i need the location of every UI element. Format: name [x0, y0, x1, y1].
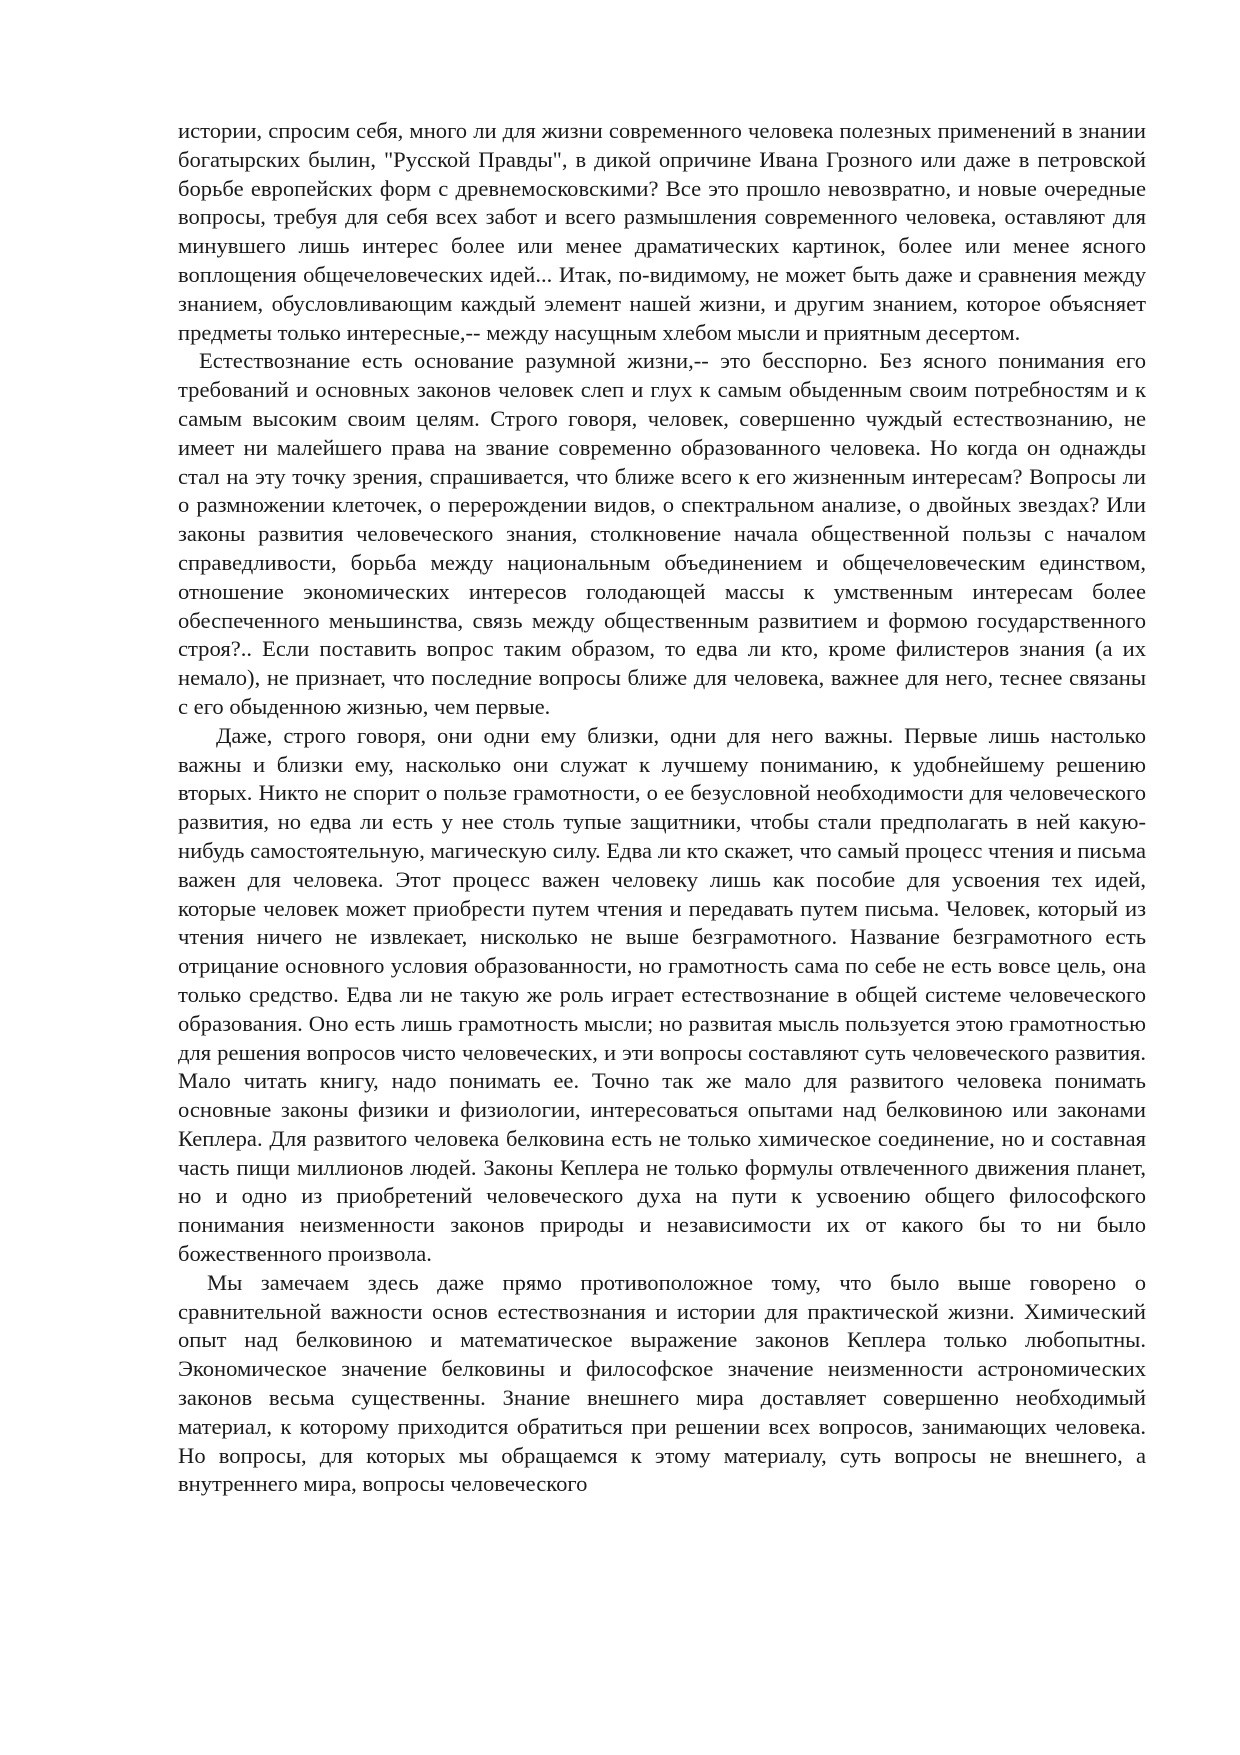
paragraph-2: Естествознание есть основание разумной жизни,-- это бесспорно. Без ясного понимания его требований и основных законов человек слеп и глух к самым обыденным своим потребностям и к самым высоким своим целям. Строго говоря, человек, совершенно чуждый естествознанию, не имеет ни малейшего права на звание современно образованного человека. Но когда он однажды стал на эту точку зрения, спрашивается, что ближе всего к его жизненным интересам? Вопросы ли о размножении клеточек, о перерождении видов, о спектральном анализе, о двойных звездах? Или законы развития человеческого знания, столкновение начала общественной пользы с началом справедливости, борьба между национальным объединением и общечеловеческим единством, отношение экономических интересов голодающей массы к умственным интересам более обеспеченного меньшинства, связь между общественным развитием и формою государственного строя?.. Если поставить вопрос таким образом, то едва ли кто, кроме филистеров знания (а их немало), не признает, что последние вопросы ближе для человека, важнее для него, теснее связаны с его обыденною жизнью, чем первые.: [178, 348, 1146, 719]
paragraph-3: Даже, строго говоря, они одни ему близки, одни для него важны. Первые лишь настолько важны и близки ему, насколько они служат к лучшему пониманию, к удобнейшему решению вторых. Никто не спорит о пользе грамотности, о ее безусловной необходимости для человеческого развития, но едва ли есть у нее столь тупые защитники, чтобы стали предполагать в ней какую-нибудь самостоятельную, магическую силу. Едва ли кто скажет, что самый процесс чтения и письма важен для человека. Этот процесс важен человеку лишь как пособие для усвоения тех идей, которые человек может приобрести путем чтения и передавать путем письма. Человек, который из чтения ничего не извлекает, нисколько не выше безграмотного. Название безграмотного есть отрицание основного условия образованности, но грамотность сама по себе не есть вовсе цель, она только средство. Едва ли не такую же роль играет естествознание в общей системе человеческого образования. Оно есть лишь грамотность мысли; но развитая мысль пользуется этою грамотностью для решения вопросов чисто человеческих, и эти вопросы составляют суть человеческого развития. Мало читать книгу, надо понимать ее. Точно так же мало для развитого человека понимать основные законы физики и физиологии, интересоваться опытами над белковиною или законами Кеплера. Для развитого человека белковина есть не только химическое соединение, но и составная часть пищи миллионов людей. Законы Кеплера не только формулы отвлеченного движения планет, но и одно из приобретений человеческого духа на пути к усвоению общего философского понимания неизменности законов природы и независимости их от какого бы то ни было божественного произвола.: [178, 722, 1146, 1267]
body-text: [178, 117, 1146, 1499]
paragraph-4: Мы замечаем здесь даже прямо противоположное тому, что было выше говорено о сравнительной важности основ естествознания и истории для практической жизни. Химический опыт над белковиною и математическое выражение законов Кеплера только любопытны. Экономическое значение белковины и философское значение неизменности астрономических законов весьма существенны. Знание внешнего мира доставляет совершенно необходимый материал, к которому приходится обратиться при решении всех вопросов, занимающих человека. Но вопросы, для которых мы обращаемся к этому материалу, суть вопросы не внешнего, а внутреннего мира, вопросы человеческого: [178, 1269, 1146, 1497]
paragraph-1: истории, спросим себя, много ли для жизни современного человека полезных применений в знании богатырских былин, "Русской Правды", в дикой опричине Ивана Грозного или даже в петровской борьбе европейских форм с древнемосковскими? Все это прошло невозвратно, и новые очередные вопросы, требуя для себя всех забот и всего размышления современного человека, оставляют для минувшего лишь интерес более или менее драматических картинок, более или менее ясного воплощения общечеловеческих идей... Итак, по-видимому, не может быть даже и сравнения между знанием, обусловливающим каждый элемент нашей жизни, и другим знанием, которое объясняет предметы только интересные,-- между насущным хлебом мысли и приятным десертом.: [178, 118, 1146, 345]
